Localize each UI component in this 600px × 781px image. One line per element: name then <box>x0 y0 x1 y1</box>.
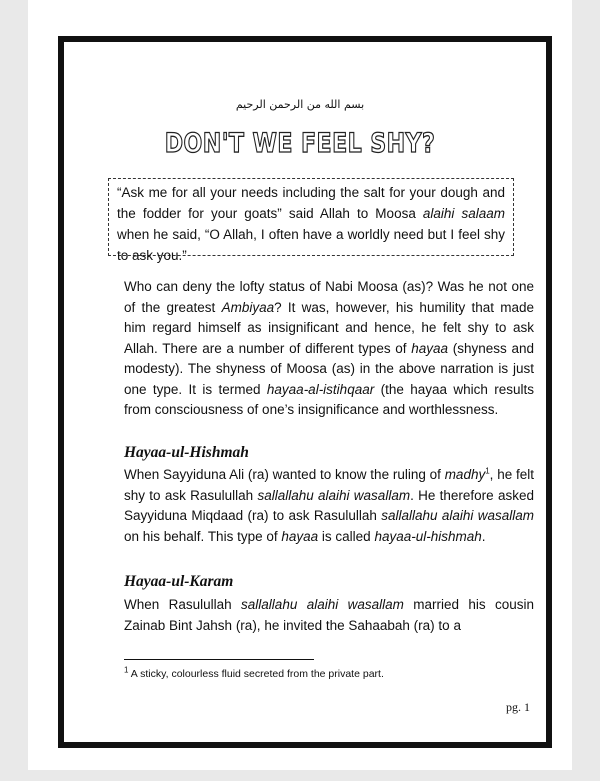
footnote-text: A sticky, colourless fluid secreted from the private part. <box>128 668 384 680</box>
text-run: When Sayyiduna Ali (ra) wanted to know the ruling of <box>124 467 445 482</box>
document-page <box>28 0 572 770</box>
paragraph-karam <box>124 595 534 636</box>
italic-run: madhy <box>444 467 486 482</box>
quote-italic: alaihi salaam <box>422 206 505 221</box>
footnote-divider <box>124 659 314 660</box>
bismillah-text: بسم الله من الرحمن الرحيم <box>235 98 365 111</box>
text-run: is called <box>318 528 375 544</box>
italic-run: hayaa-ul-hishmah <box>374 528 482 544</box>
text-run: (shyness and modesty). The shyness of Moosa (as) in the above narration is just one type. It is termed <box>124 340 534 397</box>
italic-run: Ambiyaa <box>221 299 275 315</box>
italic-run: hayaa <box>411 340 449 356</box>
italic-run: hayaa-al-istihqaar <box>266 381 375 397</box>
paragraph-intro <box>124 277 534 421</box>
footnote-marker[interactable]: 1 <box>485 466 490 476</box>
footnote <box>124 665 384 680</box>
section-heading-hishmah: Hayaa-ul-Hishmah <box>124 444 249 461</box>
paragraph-hishmah <box>124 465 534 547</box>
section-heading-karam: Hayaa-ul-Karam <box>124 573 234 590</box>
page-number: pg. 1 <box>506 700 530 714</box>
text-run: . <box>481 528 486 544</box>
text-run: Who can deny the lofty status of Nabi Moosa (as)? Was he not one of the greatest <box>124 279 534 315</box>
text-run: (the hayaa which results from consciousness of one’s insignificance and worthlessness. <box>124 381 535 417</box>
italic-run: sallallahu alaihi wasallam <box>241 597 404 612</box>
text-run: . He therefore asked Sayyiduna Miqdaad (ra) to ask Rasulullah <box>124 487 534 523</box>
text-run: ? It was, however, his humility that made him regard himself as insignificant and hence, he felt shy to ask Allah. There are a number of different types of <box>124 299 534 356</box>
quote-box <box>108 178 514 263</box>
text-run: , he felt shy to ask Rasulullah <box>124 467 535 503</box>
text-run: on his behalf. This type of <box>124 528 282 544</box>
italic-run: sallallahu alaihi wasallam <box>381 508 534 523</box>
text-run: When Rasulullah <box>124 597 242 612</box>
italic-run: sallallahu alaihi wasallam <box>257 487 411 503</box>
italic-run: hayaa <box>281 528 319 544</box>
text-run: married his cousin Zainab Bint Jahsh (ra), he invited the Sahaabah (ra) to a <box>124 597 534 633</box>
quote-text: “Ask me for all your needs including the salt for your dough and the fodder for your goats” said Allah to Moosa <box>117 185 505 221</box>
footnote-number: 1 <box>124 665 129 675</box>
quote-text: when he said, “O Allah, I often have a worldly need but I feel shy to ask you.” <box>117 227 505 263</box>
page-title: DON'T WE FEEL SHY? <box>164 128 436 159</box>
